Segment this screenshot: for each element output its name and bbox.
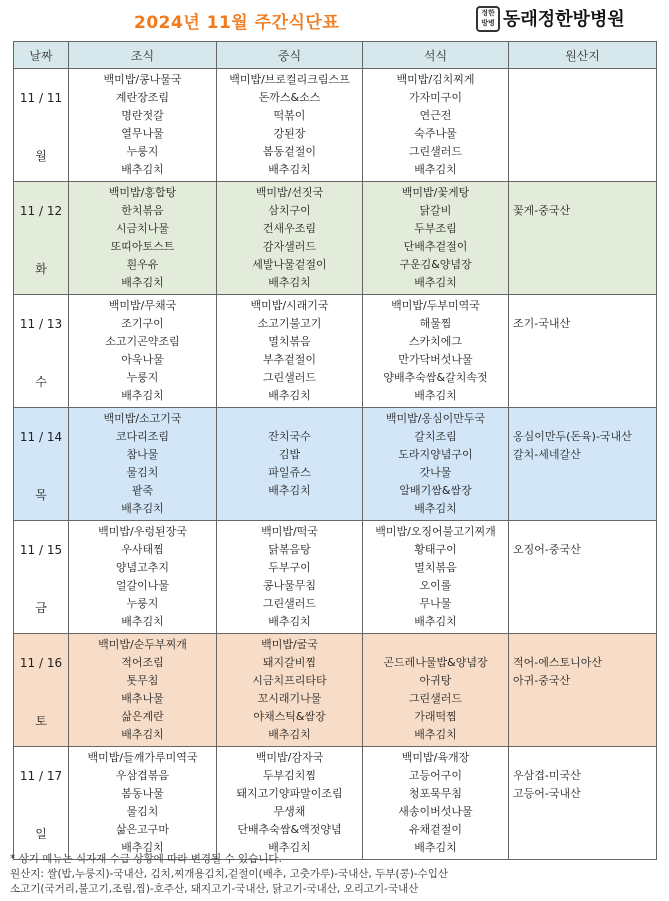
menu-item: 삶은고구마 <box>115 823 170 836</box>
menu-item: 건새우조림 <box>262 222 317 235</box>
menu-item: 또띠아토스트 <box>110 240 175 253</box>
origin-item: 아귀-중국산 <box>513 674 571 687</box>
notes <box>10 852 448 897</box>
date-label: 11 / 16 <box>19 656 63 670</box>
menu-item: 양배추숙쌈&갈치속젓 <box>383 371 488 384</box>
origin-cell <box>509 408 657 521</box>
menu-item: 야채스틱&쌈장 <box>253 710 326 723</box>
date-label: 11 / 17 <box>19 769 63 783</box>
breakfast-cell <box>69 69 217 182</box>
weekday-label: 월 <box>35 149 47 163</box>
menu-item: 아욱나물 <box>121 353 164 366</box>
menu-item: 두부조림 <box>414 222 457 235</box>
menu-item: 닭볶음탕 <box>268 543 311 556</box>
menu-item: 그린샐러드 <box>408 692 463 705</box>
menu-item: 해물찜 <box>419 317 452 330</box>
origin-item: 적어-에스토니아산 <box>513 656 602 669</box>
menu-item: 백미밥/굴국 <box>261 638 318 651</box>
menu-item: 오이롤 <box>419 579 452 592</box>
breakfast-cell <box>69 182 217 295</box>
menu-item: 삼치구이 <box>268 204 311 217</box>
menu-item: 갓나물 <box>419 466 452 479</box>
date-label: 11 / 13 <box>19 317 63 331</box>
lunch-cell <box>217 521 363 634</box>
menu-item: 백미밥/콩나물국 <box>103 73 182 86</box>
menu-item: 열무나물 <box>121 127 164 140</box>
menu-item: 배추김치 <box>414 276 457 289</box>
menu-item: 계란장조림 <box>115 91 170 104</box>
table-row <box>14 634 657 747</box>
menu-item: 세발나물겉절이 <box>252 258 327 271</box>
menu-item: 연근전 <box>419 109 452 122</box>
weekday-label: 화 <box>35 262 47 276</box>
menu-item: 누룽지 <box>126 371 159 384</box>
menu-item: 소고기곤약조림 <box>105 335 180 348</box>
menu-item: 가자미구이 <box>408 91 463 104</box>
menu-item: 삶은계란 <box>121 710 164 723</box>
menu-item: 시금치나물 <box>115 222 170 235</box>
table-row <box>14 747 657 860</box>
weekly-menu-table <box>13 41 657 860</box>
menu-item: 누룽지 <box>126 597 159 610</box>
menu-item: 소고기불고기 <box>257 317 322 330</box>
menu-item: 백미밥/떡국 <box>261 525 318 538</box>
date-cell <box>14 295 69 408</box>
menu-item: 유채겉절이 <box>408 823 463 836</box>
menu-item: 백미밥/옹심이만두국 <box>385 412 486 425</box>
lunch-cell <box>217 634 363 747</box>
menu-item: 백미밥/김치찌게 <box>396 73 475 86</box>
menu-item: 배추나물 <box>121 692 164 705</box>
menu-item <box>363 636 508 654</box>
menu-item: 배추김치 <box>121 615 164 628</box>
menu-item: 만가닥버섯나물 <box>398 353 473 366</box>
menu-item: 톳무침 <box>126 674 159 687</box>
dinner-cell <box>363 747 509 860</box>
breakfast-cell <box>69 408 217 521</box>
menu-item: 감자샐러드 <box>262 240 317 253</box>
menu-item: 그린샐러드 <box>262 371 317 384</box>
menu-item: 백미밥/오징어불고기찌개 <box>375 525 496 538</box>
menu-item: 가래떡찜 <box>414 710 457 723</box>
menu-item: 멸치볶음 <box>268 335 311 348</box>
header-dinner: 석식 <box>363 42 509 69</box>
dinner-cell <box>363 634 509 747</box>
origin-cell <box>509 521 657 634</box>
menu-item <box>217 500 362 518</box>
table-header-row <box>14 42 657 69</box>
date-cell <box>14 408 69 521</box>
menu-item: 단배추숙쌈&액젓양념 <box>237 823 342 836</box>
date-cell <box>14 747 69 860</box>
table-row <box>14 295 657 408</box>
breakfast-cell <box>69 747 217 860</box>
menu-item: 배추김치 <box>414 502 457 515</box>
menu-item: 떡볶이 <box>273 109 306 122</box>
menu-item: 콩나물무침 <box>262 579 317 592</box>
lunch-cell <box>217 295 363 408</box>
header-origin: 원산지 <box>509 42 657 69</box>
hospital-logo-icon: 정한 방병 <box>476 6 500 32</box>
origin-item: 꽃게-중국산 <box>513 204 571 217</box>
menu-item: 강된장 <box>273 127 306 140</box>
dinner-cell <box>363 69 509 182</box>
menu-item: 꼬시래기나물 <box>257 692 322 705</box>
menu-item: 누룽지 <box>126 145 159 158</box>
menu-item: 무나물 <box>419 597 452 610</box>
menu-item: 황태구이 <box>414 543 457 556</box>
origin-item: 조기-국내산 <box>513 317 571 330</box>
menu-item: 배추김치 <box>121 389 164 402</box>
date-label: 11 / 12 <box>19 204 63 218</box>
menu-item: 두부구이 <box>268 561 311 574</box>
menu-item: 배추김치 <box>268 163 311 176</box>
header <box>0 0 669 38</box>
menu-item: 배추김치 <box>414 728 457 741</box>
menu-item: 백미밥/두부미역국 <box>391 299 480 312</box>
menu-item: 배추김치 <box>268 841 311 854</box>
menu-item: 백미밥/브로컬리크림스프 <box>229 73 350 86</box>
dinner-cell <box>363 182 509 295</box>
menu-item: 도라지양념구이 <box>398 448 473 461</box>
menu-item: 조기구이 <box>121 317 164 330</box>
origin-cell <box>509 182 657 295</box>
menu-item: 백미밥/선짓국 <box>255 186 324 199</box>
date-cell <box>14 634 69 747</box>
menu-item: 배추김치 <box>414 615 457 628</box>
menu-item: 배추김치 <box>414 841 457 854</box>
menu-item: 배추김치 <box>268 389 311 402</box>
menu-item: 백미밥/들깨가루미역국 <box>87 751 198 764</box>
table-row <box>14 521 657 634</box>
menu-item: 곤드레나물밥&양념장 <box>383 656 488 669</box>
menu-item: 구운김&양념장 <box>399 258 472 271</box>
menu-item: 물김치 <box>126 805 159 818</box>
note-line: 원산지: 쌀(밥,누룽지)-국내산, 김치,찌개용김치,겉절이(배추, 고춧가루)-국내산, 두부(콩)-수입산 <box>10 868 449 880</box>
menu-item: 숙주나물 <box>414 127 457 140</box>
origin-item: 옹심이만두(돈육)-국내산 <box>513 430 632 443</box>
origin-item: 갈치-세네갈산 <box>513 448 581 461</box>
menu-item: 배추김치 <box>121 163 164 176</box>
page-title: 2024년 11월 주간식단표 <box>134 13 340 33</box>
menu-item: 김밥 <box>278 448 301 461</box>
menu-item: 백미밥/순두부찌개 <box>98 638 187 651</box>
menu-item: 배추김치 <box>268 728 311 741</box>
menu-item: 백미밥/홍합탕 <box>108 186 177 199</box>
lunch-cell <box>217 69 363 182</box>
weekday-label: 수 <box>35 375 47 389</box>
menu-item: 아귀탕 <box>419 674 452 687</box>
menu-body <box>14 69 657 860</box>
menu-item: 새송이버섯나물 <box>398 805 473 818</box>
date-label: 11 / 14 <box>19 430 63 444</box>
menu-item: 참나물 <box>126 448 159 461</box>
dinner-cell <box>363 295 509 408</box>
menu-item: 배추김치 <box>121 728 164 741</box>
menu-item: 배추김치 <box>268 484 311 497</box>
note-line: 소고기(국거리,불고기,조림,찜)-호주산, 돼지고기-국내산, 닭고기-국내산, 오리고기-국내산 <box>10 883 419 895</box>
date-cell <box>14 69 69 182</box>
menu-item: 배추김치 <box>121 841 164 854</box>
menu-item: 명란젓갈 <box>121 109 164 122</box>
date-label: 11 / 15 <box>19 543 63 557</box>
menu-item: 백미밥/감자국 <box>255 751 324 764</box>
menu-item: 코다리조림 <box>115 430 170 443</box>
menu-item: 양념고추지 <box>115 561 170 574</box>
table-row <box>14 182 657 295</box>
menu-item: 부추겉절이 <box>262 353 317 366</box>
menu-item: 닭갈비 <box>419 204 452 217</box>
date-cell <box>14 521 69 634</box>
menu-item: 청포묵무침 <box>408 787 463 800</box>
menu-item: 두부김치찜 <box>262 769 317 782</box>
menu-item: 돼지고기양파말이조림 <box>236 787 343 800</box>
breakfast-cell <box>69 634 217 747</box>
menu-item: 배추김치 <box>268 276 311 289</box>
menu-item: 백미밥/육개장 <box>401 751 470 764</box>
weekday-label: 토 <box>35 714 47 728</box>
dinner-cell <box>363 408 509 521</box>
breakfast-cell <box>69 295 217 408</box>
menu-item: 배추김치 <box>414 389 457 402</box>
lunch-cell <box>217 747 363 860</box>
menu-item: 물김치 <box>126 466 159 479</box>
origin-cell <box>509 747 657 860</box>
menu-item: 우사태찜 <box>121 543 164 556</box>
menu-item: 백미밥/무채국 <box>108 299 177 312</box>
menu-item: 백미밥/우렁된장국 <box>98 525 187 538</box>
menu-item: 백미밥/시래기국 <box>250 299 329 312</box>
origin-cell <box>509 295 657 408</box>
menu-item: 멸치볶음 <box>414 561 457 574</box>
menu-item: 단배추겉절이 <box>403 240 468 253</box>
menu-item: 그린샐러드 <box>408 145 463 158</box>
origin-item: 고등어-국내산 <box>513 787 581 800</box>
menu-item: 백미밥/꽃게탕 <box>401 186 470 199</box>
table-row <box>14 69 657 182</box>
header-breakfast: 조식 <box>69 42 217 69</box>
menu-item: 팥죽 <box>131 484 154 497</box>
menu-item: 배추김치 <box>268 615 311 628</box>
menu-item: 얼갈이나물 <box>115 579 170 592</box>
menu-item: 갈치조림 <box>414 430 457 443</box>
menu-item: 흰우유 <box>126 258 159 271</box>
menu-item: 스카치에그 <box>408 335 463 348</box>
menu-item: 우삼겹볶음 <box>115 769 170 782</box>
menu-item: 파일쥬스 <box>268 466 311 479</box>
menu-item: 봄동나물 <box>121 787 164 800</box>
origin-item: 우삼겹-미국산 <box>513 769 581 782</box>
menu-item: 돈까스&소스 <box>258 91 321 104</box>
menu-item: 무생채 <box>273 805 306 818</box>
menu-item: 시금치프리타타 <box>252 674 327 687</box>
menu-item: 돼지갈비찜 <box>262 656 317 669</box>
breakfast-cell <box>69 521 217 634</box>
header-date: 날짜 <box>14 42 69 69</box>
header-lunch: 중식 <box>217 42 363 69</box>
menu-item <box>217 410 362 428</box>
dinner-cell <box>363 521 509 634</box>
date-label: 11 / 11 <box>19 91 63 105</box>
lunch-cell <box>217 182 363 295</box>
menu-item: 봄동겉절이 <box>262 145 317 158</box>
menu-item: 고등어구이 <box>408 769 463 782</box>
menu-item: 그린샐러드 <box>262 597 317 610</box>
menu-item: 배추김치 <box>414 163 457 176</box>
origin-cell <box>509 634 657 747</box>
menu-item: 배추김치 <box>121 276 164 289</box>
menu-item: 알배기쌈&쌈장 <box>399 484 472 497</box>
table-row <box>14 408 657 521</box>
lunch-cell <box>217 408 363 521</box>
origin-item: 오징어-중국산 <box>513 543 581 556</box>
menu-item: 한치볶음 <box>121 204 164 217</box>
menu-item: 백미밥/소고기국 <box>103 412 182 425</box>
weekday-label: 금 <box>35 601 47 615</box>
hospital-name: 동래정한방병원 <box>503 9 625 30</box>
menu-item: 적어조림 <box>121 656 164 669</box>
weekday-label: 일 <box>35 827 47 841</box>
weekday-label: 목 <box>35 488 47 502</box>
origin-cell <box>509 69 657 182</box>
menu-item: 잔치국수 <box>268 430 311 443</box>
note-line: * 상기 메뉴는 식자재 수급 상황에 따라 변경될 수 있습니다. <box>10 853 282 865</box>
date-cell <box>14 182 69 295</box>
menu-item: 배추김치 <box>121 502 164 515</box>
